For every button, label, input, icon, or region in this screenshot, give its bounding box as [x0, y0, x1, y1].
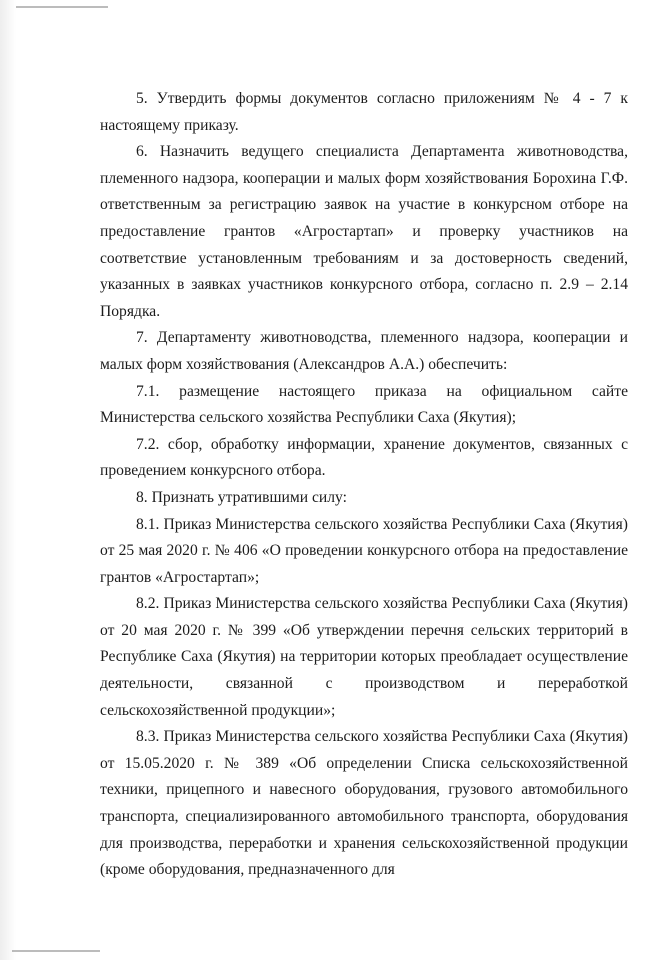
paragraph-8-2: 8.2. Приказ Министерства сельского хозяйства Республики Саха (Якутия) от 20 мая 2020 г. № 399 «Об утверждении перечня сельских территорий в Республике Саха (Якутия) на территории которых преобладает осуществление деятельности, связанной с производством и переработкой сельскохозяйственной продукции»;	[100, 595, 628, 719]
paragraph-7-1: 7.1. размещение настоящего приказа на официальном сайте Министерства сельского хозяйства Республики Саха (Якутия);	[100, 382, 628, 427]
paragraph-5: 5. Утвердить формы документов согласно приложениям № 4 - 7 к настоящему приказу.	[100, 90, 628, 134]
paragraph-8: 8. Признать утратившими силу:	[136, 488, 347, 506]
paragraph-6: 6. Назначить ведущего специалиста Департамента животноводства, племенного надзора, кооперации и малых форм хозяйствования Борохина Г.Ф. ответственным за регистрацию заявок на участие в конкурсном отборе на предоставление грантов «Агростартап» и проверку участников на соответствие установленным требованиям и за достоверность сведений, указанных в заявках участников конкурсного отбора, согласно п. 2.9 – 2.14 Порядка.	[100, 143, 628, 320]
paragraph-8-1: 8.1. Приказ Министерства сельского хозяйства Республики Саха (Якутия) от 25 мая 2020 г. № 406 «О проведении конкурсного отбора на предоставление грантов «Агростартап»;	[100, 515, 628, 586]
page-edge-shadow	[0, 0, 16, 960]
paragraph-8-3: 8.3. Приказ Министерства сельского хозяйства Республики Саха (Якутия) от 15.05.2020 г. № 389 «Об определении Списка сельскохозяйственной техники, прицепного и навесного оборудования, грузового автомобильного транспорта, специализированного автомобильного транспорта, оборудования для производства, переработки и хранения сельскохозяйственной продукции (кроме оборудования, предназначенного для	[100, 728, 628, 879]
paragraph-7: 7. Департаменту животноводства, племенного надзора, кооперации и малых форм хозяйствования (Александров А.А.) обеспечить:	[100, 329, 628, 373]
bottom-edge-mark	[12, 950, 100, 952]
paragraph-7-2: 7.2. сбор, обработку информации, хранение документов, связанных с проведением конкурсного отбора.	[100, 435, 628, 480]
document-body	[100, 86, 628, 884]
top-edge-mark	[16, 6, 108, 8]
